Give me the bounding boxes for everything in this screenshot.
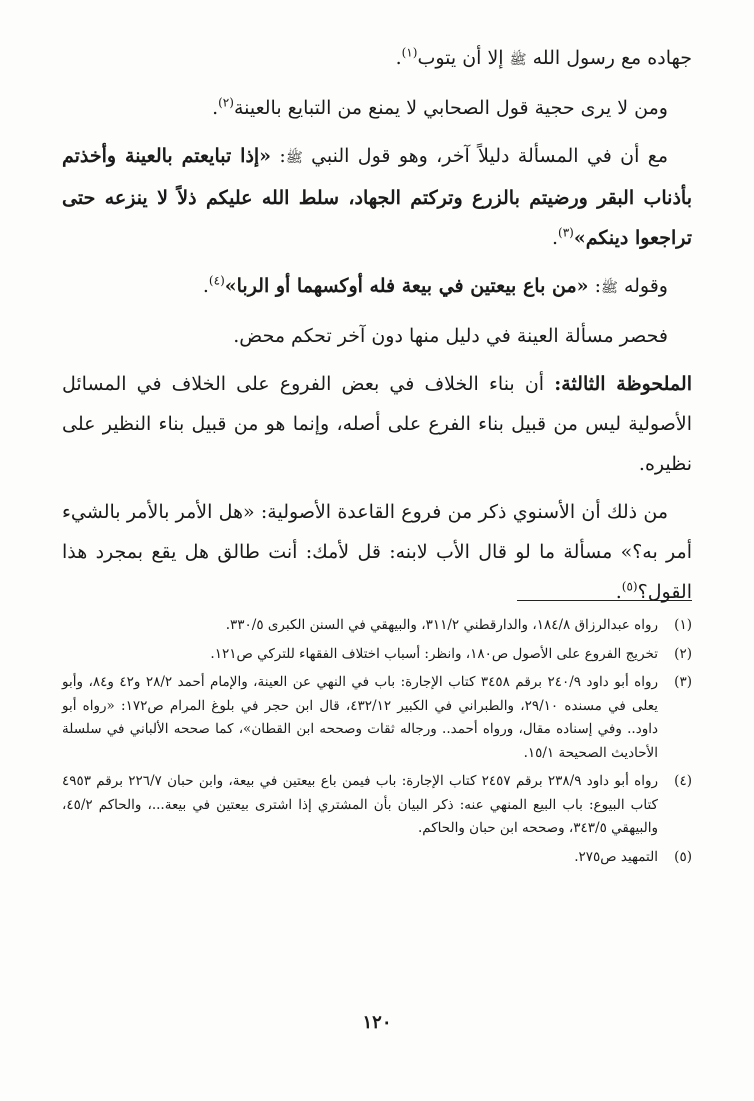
footnote-separator	[517, 600, 692, 601]
hadith-quote: «إذا تبايعتم بالعينة وأخذتم بأذناب البقر ورضيتم بالزرع وتركتم الجهاد، سلط الله عليكم ذلاً لا ينزعه حتى تراجعوا دينكم»	[62, 145, 692, 249]
footnote-ref-1: (١)	[401, 45, 418, 60]
salawat-glyph: ﷺ	[600, 280, 618, 296]
page-number: ١٢٠	[362, 1012, 392, 1033]
footnote-ref-3: (٣)	[558, 225, 574, 240]
section-label: الملحوظة الثالثة:	[554, 373, 692, 395]
footnote-text: تخريج الفروع على الأصول ص١٨٠، وانظر: أسباب اختلاف الفقهاء للتركي ص١٢١.	[210, 645, 658, 662]
footnote-text: رواه أبو داود ٢٤٠/٩ برقم ٣٤٥٨ كتاب الإجارة: باب في النهي عن العينة، والإمام أحمد ٢٨/٢ و٤٢ و٨٤، وأبو يعلى في مسنده ٢٩/١٠، والطبراني في الكبير ٤٣٢/١٢، قال ابن حجر في بلوغ المرام ص١٧٢: «رواه أبو داود.. وفي إسناده مقال، ورواه أحمد.. ورجاله ثقات وصححه ابن القطان»، كما صححه الألباني في سلسلة الأحاديث الصحيحة ١٥/١.	[62, 674, 659, 761]
salawat-glyph: ﷺ	[285, 150, 303, 166]
footnote-ref-2: (٢)	[218, 95, 234, 110]
footnote-text: رواه عبدالرزاق ١٨٤/٨، والدارقطني ٣١١/٢، والبيهقي في السنن الكبرى ٣٣٠/٥.	[225, 617, 658, 633]
paragraph-7: من ذلك أن الأسنوي ذكر من فروع القاعدة الأصولية: «هل الأمر بالأمر بالشيء أمر به؟» مسألة ما لو قال الأب لابنه: قل لأمك: أنت طالق هل يقع بمجرد هذا القول؟$^{(٥)}$.	[62, 501, 692, 603]
paragraph-5: فحصر مسألة العينة في دليل منها دون آخر تحكم محض.	[233, 325, 668, 347]
main-text	[62, 38, 692, 620]
footnote-ref-4: (٤)	[208, 273, 225, 288]
hadith-quote: «من باع بيعتين في بيعة فله أوكسهما أو الربا»	[224, 275, 589, 297]
footnotes	[62, 614, 692, 874]
footnote-4	[62, 770, 692, 841]
footnote-number: (٤)	[674, 773, 692, 789]
footnote-5	[62, 846, 692, 870]
salawat-glyph: ﷺ	[509, 52, 527, 68]
footnote-number: (٥)	[674, 848, 692, 865]
paragraph-6: الملحوظة الثالثة: أن بناء الخلاف في بعض الفروع على الخلاف في المسائل الأصولية ليس من قبيل بناء الفرع على أصله، وإنما هو من قبيل بناء النظير على نظيره.	[62, 373, 692, 475]
footnote-number: (١)	[674, 617, 692, 633]
paragraph-1: جهاده مع رسول الله ﷺ إلا أن يتوب$^{(١)}$.	[395, 45, 692, 69]
footnote-text: رواه أبو داود ٢٣٨/٩ برقم ٢٤٥٧ كتاب الإجارة: باب فيمن باع بيعتين في بيعة، وابن حبان ٢٢٦/٧ برقم ٤٩٥٣ كتاب البيوع: باب البيع المنهي عنه: ذكر البيان بأن المشتري إذا اشترى بيعتين في بيعة...، والحاكم ٤٥/٢، والبيهقي ٣٤٣/٥، وصححه ابن حبان والحاكم.	[62, 773, 658, 836]
footnote-number: (٢)	[674, 645, 692, 662]
footnote-ref-5: (٥)	[621, 579, 638, 594]
footnote-text: التمهيد ص٢٧٥.	[574, 848, 658, 865]
paragraph-2: ومن لا يرى حجية قول الصحابي لا يمنع من التبايع بالعينة$^{(٢)}$.	[212, 95, 668, 119]
paragraph-3: مع أن في المسألة دليلاً آخر، وهو قول النبي ﷺ: «إذا تبايعتم بالعينة وأخذتم بأذناب البقر ورضيتم بالزرع وتركتم الجهاد، سلط الله عليكم ذلاً لا ينزعه حتى تراجعوا دينكم»$^{(٣)}$.	[62, 145, 692, 249]
footnote-1	[62, 614, 692, 638]
footnote-2	[62, 643, 692, 667]
paragraph-4: وقوله ﷺ: «من باع بيعتين في بيعة فله أوكسهما أو الربا»$^{(٤)}$.	[202, 273, 668, 297]
footnote-3	[62, 671, 692, 765]
footnote-number: (٣)	[674, 674, 692, 690]
